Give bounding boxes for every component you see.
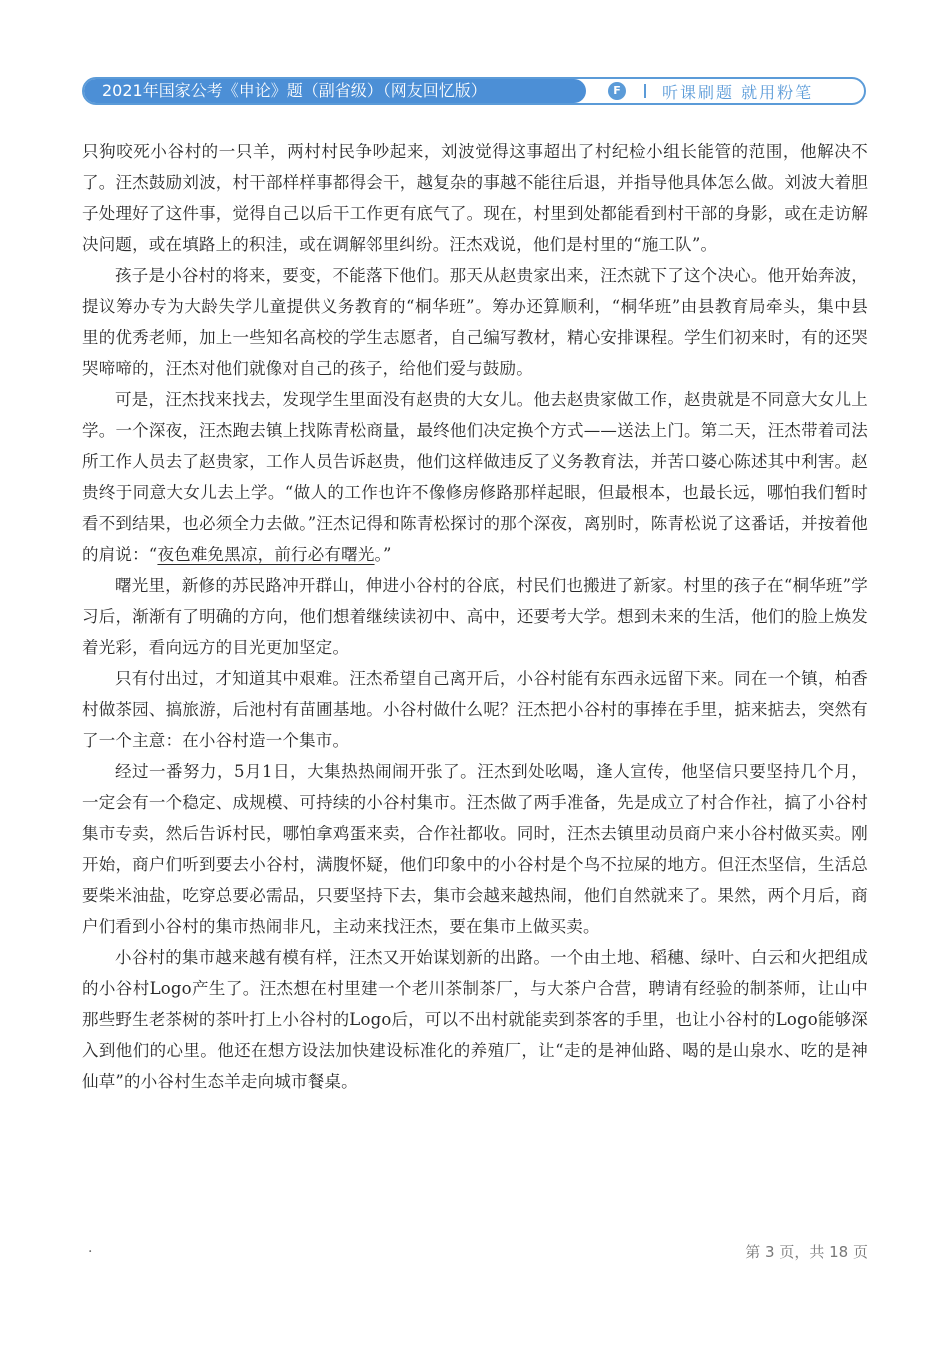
paragraph-4: 曙光里，新修的苏民路冲开群山，伸进小谷村的谷底，村民们也搬进了新家。村里的孩子在“桐华班”学习后，渐渐有了明确的方向，他们想着继续读初中、高中，还要考大学。想到未来的生活，他们的脸上焕发着光彩，看向远方的目光更加坚定。 [82, 576, 868, 657]
page-header [82, 77, 866, 105]
paragraph-2: 孩子是小谷村的将来，要变，不能落下他们。那天从赵贵家出来，汪杰就下了这个决心。他开始奔波，提议筹办专为大龄失学儿童提供义务教育的“桐华班”。筹办还算顺利，“桐华班”由县教育局牵头，集中县里的优秀老师，加上一些知名高校的学生志愿者，自己编写教材，精心安排课程。学生们初来时，有的还哭哭啼啼的，汪杰对他们就像对自己的孩子，给他们爱与鼓励。 [82, 266, 868, 378]
paragraph-5: 只有付出过，才知道其中艰难。汪杰希望自己离开后，小谷村能有东西永远留下来。同在一个镇，柏香村做茶园、搞旅游，后池村有苗圃基地。小谷村做什么呢？汪杰把小谷村的事捧在手里，掂来掂去，突然有了一个主意：在小谷村造一个集市。 [82, 669, 868, 750]
brand-area [608, 79, 813, 103]
underlined-quote: 夜色难免黑凉，前行必有曙光 [157, 545, 375, 564]
paragraph-6: 经过一番努力，5月1日，大集热热闹闹开张了。汪杰到处吆喝，逢人宣传，他坚信只要坚持几个月，一定会有一个稳定、成规模、可持续的小谷村集市。汪杰做了两手准备，先是成立了村合作社，搞了小谷村集市专卖，然后告诉村民，哪怕拿鸡蛋来卖，合作社都收。同时，汪杰去镇里动员商户来小谷村做买卖。刚开始，商户们听到要去小谷村，满腹怀疑，他们印象中的小谷村是个鸟不拉屎的地方。但汪杰坚信，生活总要柴米油盐，吃穿总要必需品，只要坚持下去，集市会越来越热闹，他们自然就来了。果然，两个月后，商户们看到小谷村的集市热闹非凡，主动来找汪杰，要在集市上做买卖。 [82, 762, 868, 936]
paragraph-1: 只狗咬死小谷村的一只羊，两村村民争吵起来，刘波觉得这事超出了村纪检小组长能管的范围，他解决不了。汪杰鼓励刘波，村干部样样事都得会干，越复杂的事越不能往后退，并指导他具体怎么做。刘波大着胆子处理好了这件事，觉得自己以后干工作更有底气了。现在，村里到处都能看到村干部的身影，或在走访解决问题，或在填路上的积洼，或在调解邻里纠纷。汪杰戏说，他们是村里的“施工队”。 [82, 142, 868, 254]
fenbi-logo-icon: F [608, 82, 626, 100]
paragraph-3-end: 。” [374, 545, 392, 564]
brand-slogan: 听课刷题 就用粉笔 [662, 82, 814, 102]
document-title: 2021年国家公考《申论》题（副省级）（网友回忆版） [84, 79, 586, 103]
header-divider [644, 84, 646, 98]
paragraph-3-text: 可是，汪杰找来找去，发现学生里面没有赵贵的大女儿。他去赵贵家做工作，赵贵就是不同意大女儿上学。一个深夜，汪杰跑去镇上找陈青松商量，最终他们决定换个方式——送法上门。第二天，汪杰带着司法所工作人员去了赵贵家，工作人员告诉赵贵，他们这样做违反了义务教育法，并苦口婆心陈述其中利害。赵贵终于同意大女儿去上学。“做人的工作也许不像修房修路那样起眼，但最根本，也最长远，哪怕我们暂时看不到结果，也必须全力去做。”汪杰记得和陈青松探讨的那个深夜，离别时，陈青松说了这番话，并按着他的肩说：“ [82, 390, 868, 564]
article-body [82, 136, 868, 1097]
page-number: 第 3 页，共 18 页 [745, 1243, 868, 1261]
paragraph-3 [82, 384, 868, 570]
footer-dot: · [88, 1244, 93, 1260]
paragraph-7: 小谷村的集市越来越有模有样，汪杰又开始谋划新的出路。一个由土地、稻穗、绿叶、白云和火把组成的小谷村Logo产生了。汪杰想在村里建一个老川茶制茶厂，与大茶户合营，聘请有经验的制茶师，让山中那些野生老茶树的茶叶打上小谷村的Logo后，可以不出村就能卖到茶客的手里，也让小谷村的Logo能够深入到他们的心里。他还在想方设法加快建设标准化的养殖厂，让“走的是神仙路、喝的是山泉水、吃的是神仙草”的小谷村生态羊走向城市餐桌。 [82, 948, 868, 1091]
